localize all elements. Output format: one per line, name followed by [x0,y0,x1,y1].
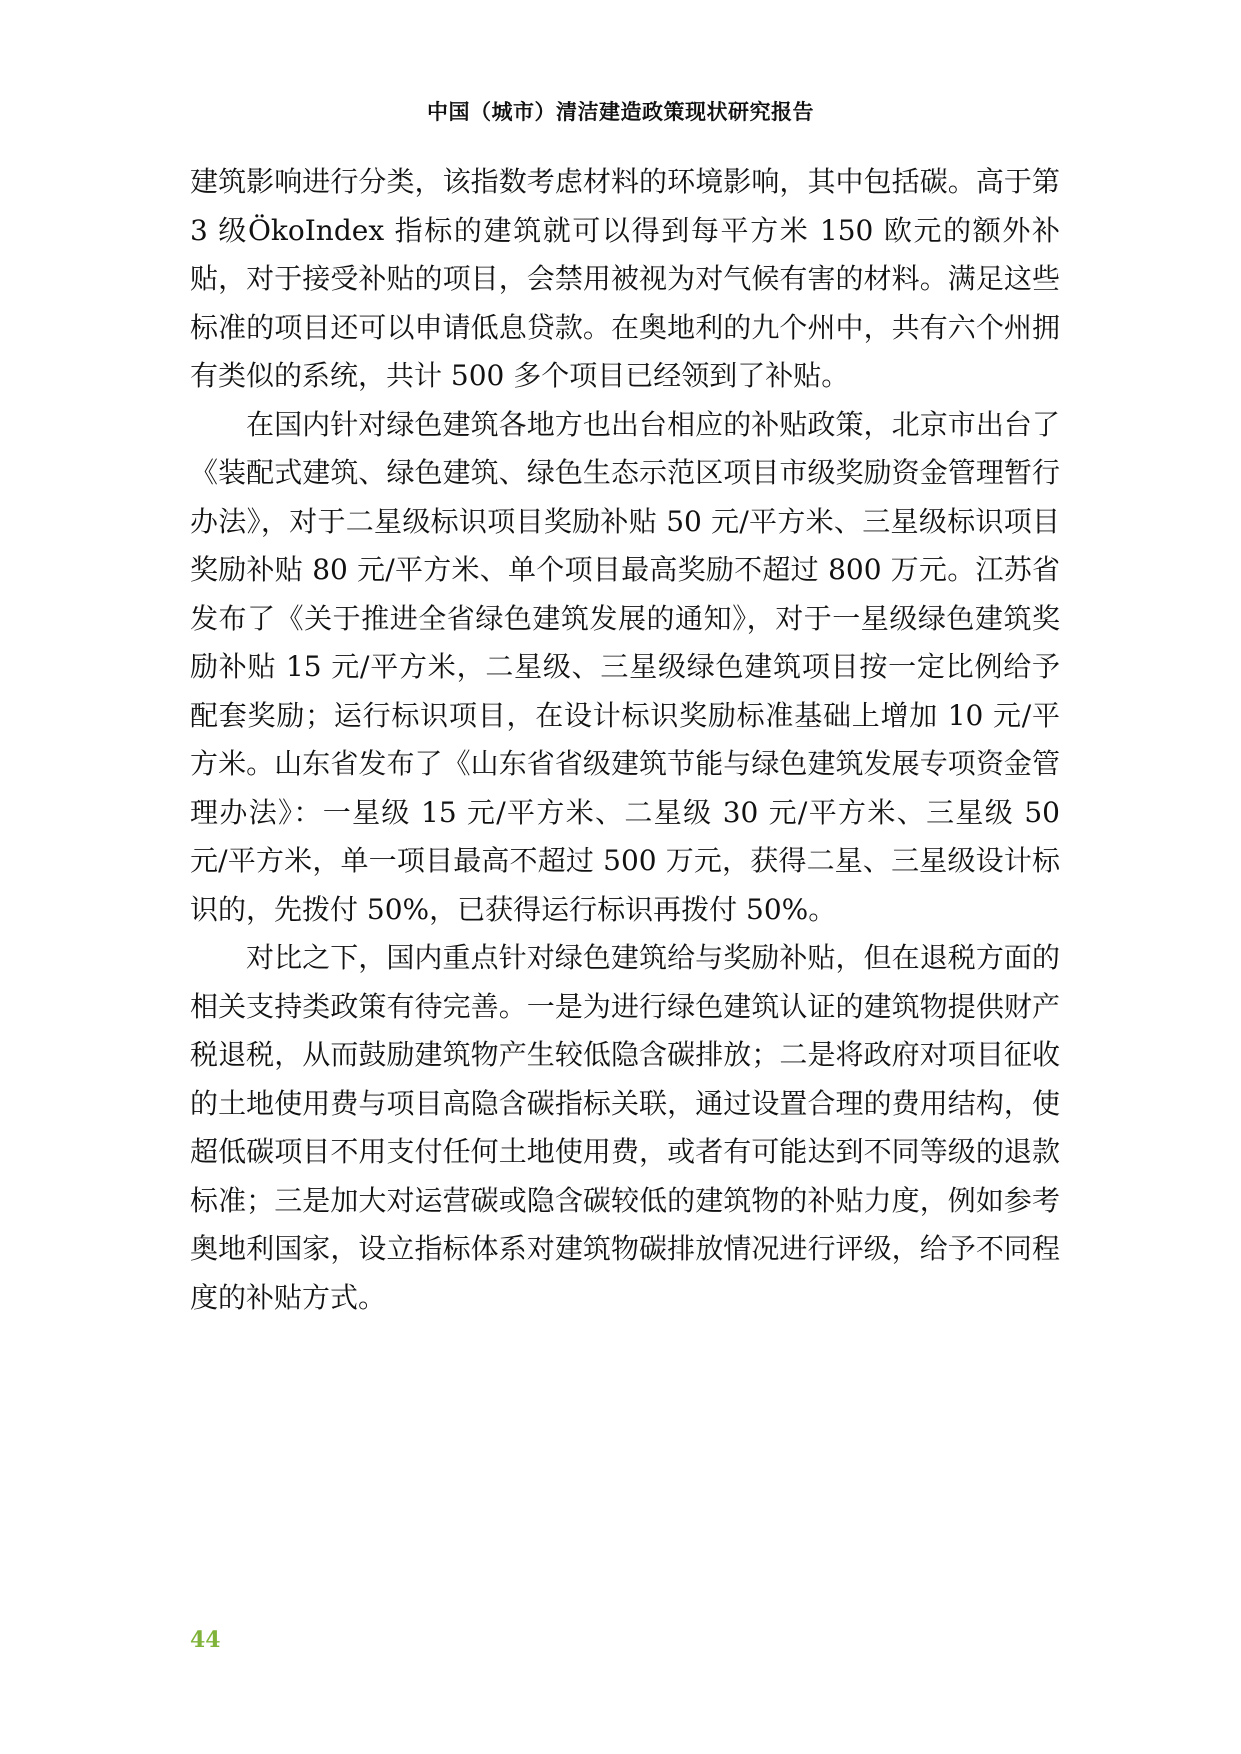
page-number: 44 [190,1627,221,1653]
paragraph-domestic-subsidies: 在国内针对绿色建筑各地方也出台相应的补贴政策，北京市出台了《装配式建筑、绿色建筑、绿色生态示范区项目市级奖励资金管理暂行办法》，对于二星级标识项目奖励补贴 50 元/平方米、三星级标识项目奖励补贴 80 元/平方米、单个项目最高奖励不超过 800 万元。江苏省发布了《关于推进全省绿色建筑发展的通知》，对于一星级绿色建筑奖励补贴 15 元/平方米，二星级、三星级绿色建筑项目按一定比例给予配套奖励；运行标识项目，在设计标识奖励标准基础上增加 10 元/平方米。山东省发布了《山东省省级建筑节能与绿色建筑发展专项资金管理办法》：一星级 15 元/平方米、二星级 30 元/平方米、三星级 50 元/平方米，单一项目最高不超过 500 万元，获得二星、三星级设计标识的，先拨付 50%，已获得运行标识再拨付 50%。 [190,407,1060,926]
body-text [190,158,1060,1322]
running-header-title: 中国（城市）清洁建造政策现状研究报告 [427,100,814,124]
paragraph-comparison: 对比之下，国内重点针对绿色建筑给与奖励补贴，但在退税方面的相关支持类政策有待完善。一是为进行绿色建筑认证的建筑物提供财产税退税，从而鼓励建筑物产生较低隐含碳排放；二是将政府对项目征收的土地使用费与项目高隐含碳指标关联，通过设置合理的费用结构，使超低碳项目不用支付任何土地使用费，或者有可能达到不同等级的退款标准；三是加大对运营碳或隐含碳较低的建筑物的补贴力度，例如参考奥地利国家，设立指标体系对建筑物碳排放情况进行评级，给予不同程度的补贴方式。 [190,941,1060,1314]
paragraph-continued: 建筑影响进行分类，该指数考虑材料的环境影响，其中包括碳。高于第 3 级ÖkoIndex 指标的建筑就可以得到每平方米 150 欧元的额外补贴，对于接受补贴的项目，会禁用被视为对气候有害的材料。满足这些标准的项目还可以申请低息贷款。在奥地利的九个州中，共有六个州拥有类似的系统，共计 500 多个项目已经领到了补贴。 [190,165,1060,392]
